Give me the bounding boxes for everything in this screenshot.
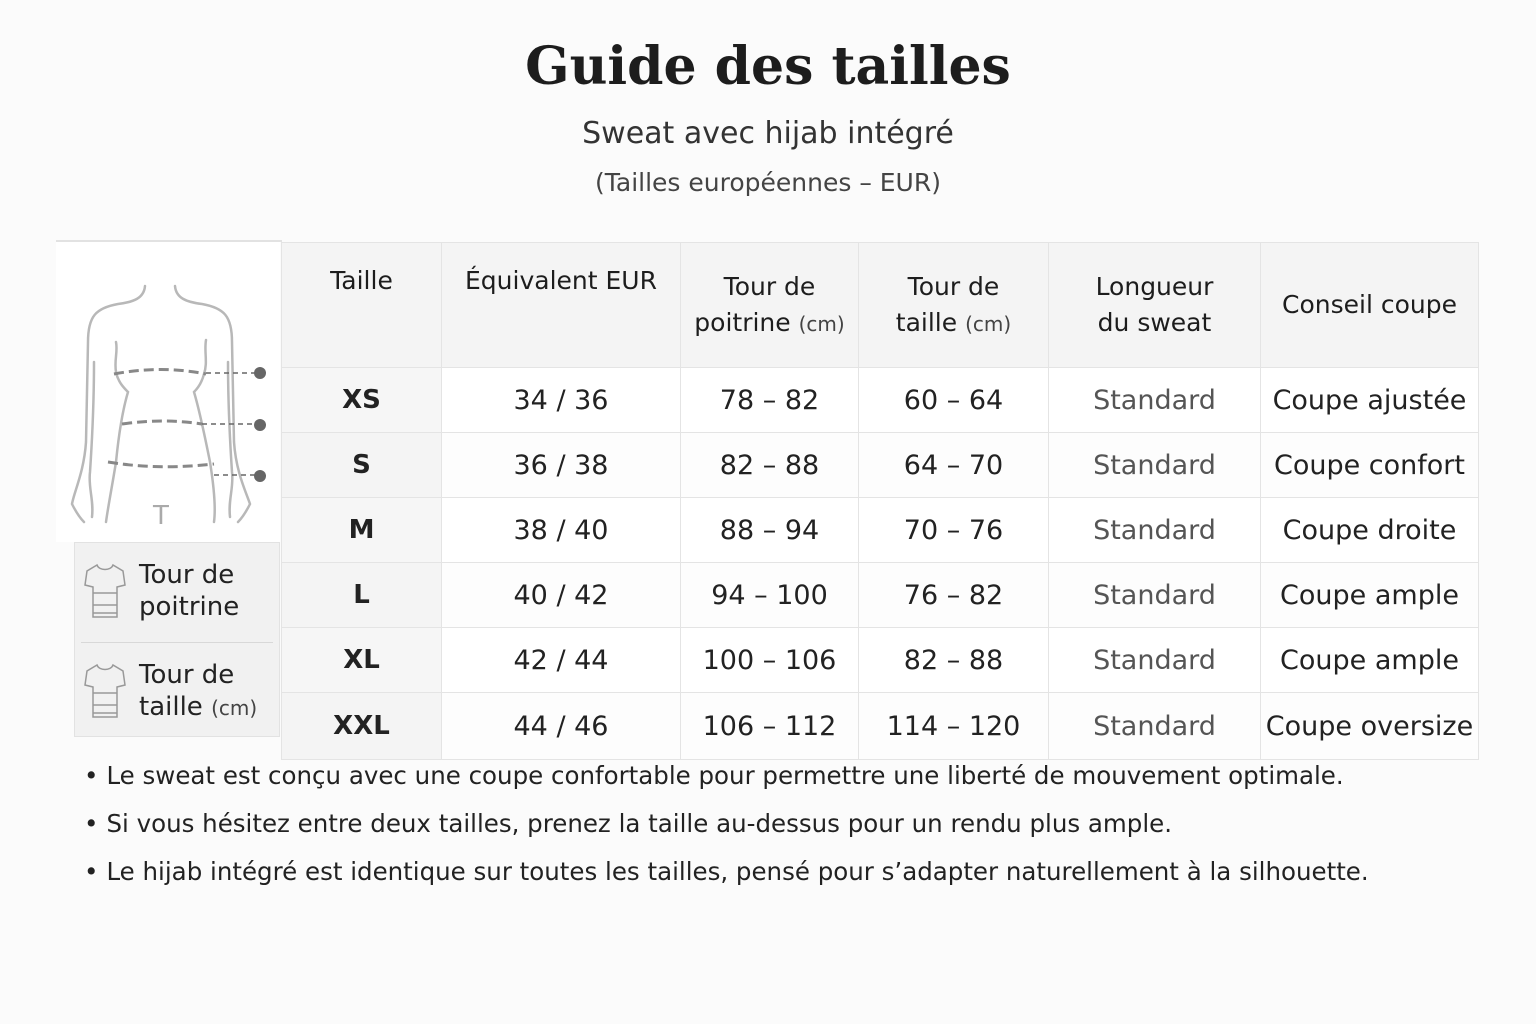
table-row [282,498,1479,563]
body-measurement-figure [56,242,280,542]
size-table [281,242,1479,760]
notes-list [84,758,1504,902]
header-waist [859,243,1049,368]
legend-waist-unit: (cm) [211,695,258,720]
cell-waist: 82 – 88 [859,628,1049,693]
cell-length: Standard [1049,498,1261,563]
cell-fit: Coupe confort [1261,433,1479,498]
note-item: • Le hijab intégré est identique sur toutes les tailles, pensé pour s’adapter naturellement à la silhouette. [84,854,1504,902]
cell-length: Standard [1049,693,1261,760]
cell-fit: Coupe oversize [1261,693,1479,760]
cell-length: Standard [1049,563,1261,628]
cell-size: XS [282,368,442,433]
header-length-1: Longueur [1095,272,1214,301]
cell-length: Standard [1049,628,1261,693]
figure-mark: T [153,501,169,531]
cell-fit: Coupe ample [1261,628,1479,693]
note-item: • Si vous hésitez entre deux tailles, prenez la taille au-dessus pour un rendu plus ample. [84,806,1504,854]
cell-eur: 42 / 44 [442,628,681,693]
table-row [282,368,1479,433]
table-row [282,628,1479,693]
legend-chest-line1: Tour de [139,560,235,590]
cell-chest: 88 – 94 [681,498,859,563]
cell-fit: Coupe ample [1261,563,1479,628]
cell-fit: Coupe ajustée [1261,368,1479,433]
legend-waist-line2: taille [139,691,203,722]
header-waist-2: taille [895,307,958,337]
legend-chest-line2: poitrine [139,592,240,622]
cell-eur: 38 / 40 [442,498,681,563]
cell-eur: 44 / 46 [442,693,681,760]
table-row [282,563,1479,628]
measurement-legend [74,542,280,737]
cell-chest: 82 – 88 [681,433,859,498]
cell-chest: 94 – 100 [681,563,859,628]
header-size: Taille [282,243,442,368]
cell-waist: 114 – 120 [859,693,1049,760]
cell-eur: 36 / 38 [442,433,681,498]
page-title: Guide des tailles [525,36,1011,97]
header-chest-1: Tour de [723,271,816,301]
cell-size: S [282,433,442,498]
note-item: • Le sweat est conçu avec une coupe confortable pour permettre une liberté de mouvement optimale. [84,758,1504,806]
legend-waist [75,643,281,739]
table-row [282,433,1479,498]
cell-eur: 34 / 36 [442,368,681,433]
legend-waist-line1: Tour de [139,659,235,690]
cell-size: XXL [282,693,442,760]
header-length [1049,243,1261,368]
product-subtitle: Sweat avec hijab intégré [582,116,954,151]
cell-chest: 100 – 106 [681,628,859,693]
size-system-note: (Tailles européennes – EUR) [595,168,941,197]
table-row [282,693,1479,760]
header-fit: Conseil coupe [1261,243,1479,368]
cell-size: L [282,563,442,628]
table-header-row [282,243,1479,368]
header-length-2: du sweat [1097,308,1212,337]
header-eur: Équivalent EUR [442,243,681,368]
legend-chest [75,543,281,639]
cell-size: XL [282,628,442,693]
cell-length: Standard [1049,368,1261,433]
cell-chest: 78 – 82 [681,368,859,433]
header-chest-2: poitrine [694,307,791,337]
header-waist-unit: (cm) [965,311,1012,336]
cell-length: Standard [1049,433,1261,498]
cell-waist: 60 – 64 [859,368,1049,433]
cell-fit: Coupe droite [1261,498,1479,563]
cell-eur: 40 / 42 [442,563,681,628]
header-chest-unit: (cm) [798,311,845,336]
header-waist-1: Tour de [907,271,1000,301]
body-silhouette-icon [56,242,280,542]
header-chest [681,243,859,368]
cell-waist: 64 – 70 [859,433,1049,498]
tshirt-waist-icon [83,659,127,723]
tshirt-chest-icon [83,559,127,623]
cell-waist: 70 – 76 [859,498,1049,563]
cell-chest: 106 – 112 [681,693,859,760]
cell-waist: 76 – 82 [859,563,1049,628]
cell-size: M [282,498,442,563]
